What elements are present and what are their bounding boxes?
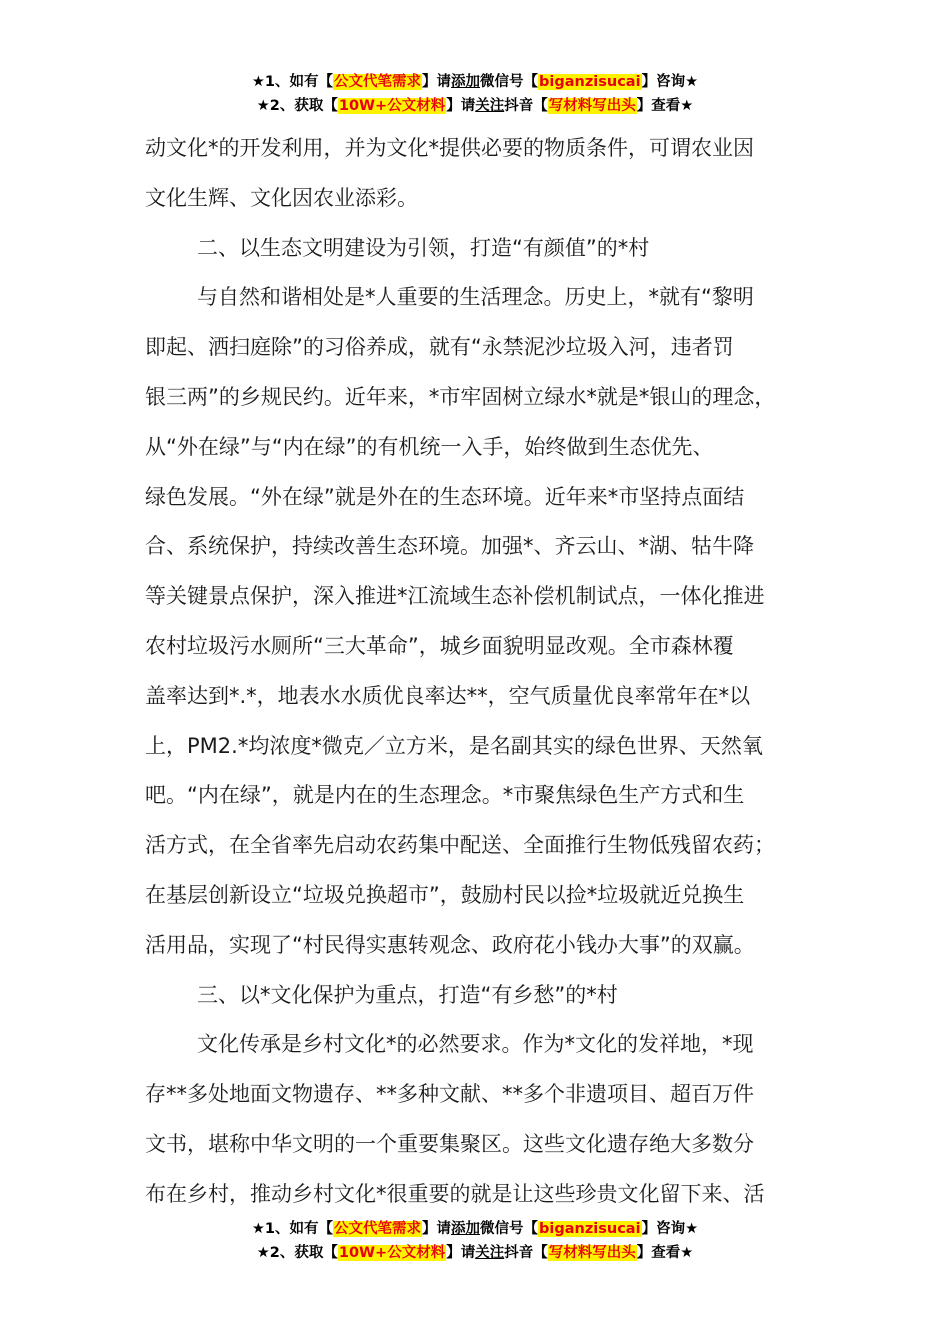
banner-text: 】咨询★ xyxy=(641,74,699,90)
highlight-text: biganzisucai xyxy=(539,74,641,90)
text-line: 活用品，实现了“村民得实惠转观念、政府花小钱办大事”的双赢。 xyxy=(145,932,755,957)
banner-text: 】请 xyxy=(446,98,476,114)
text-line: 绿色发展。“外在绿”就是外在的生态环境。近年来*市坚持点面结 xyxy=(145,484,745,509)
text-line: 从“外在绿”与“内在绿”的有机统一入手，始终做到生态优先、 xyxy=(145,434,714,459)
text-line: 农村垃圾污水厕所“三大革命”，城乡面貌明显改观。全市森林覆 xyxy=(145,633,734,658)
text-line: 盖率达到*.*，地表水水质优良率达**，空气质量优良率常年在*以 xyxy=(145,683,751,708)
highlight-text: biganzisucai xyxy=(539,1221,641,1237)
banner-text: ★1、如有【 xyxy=(251,1221,334,1237)
underlined-text: 添加 xyxy=(451,74,481,90)
text-line: 文书，堪称中华文明的一个重要集聚区。这些文化遗存绝大多数分 xyxy=(145,1131,754,1156)
text-line: 布在乡村，推动乡村文化*很重要的就是让这些珍贵文化留下来、活 xyxy=(145,1181,765,1206)
text-line: 合、系统保护，持续改善生态环境。加强*、齐云山、*湖、牯牛降 xyxy=(145,534,754,559)
highlight-text: 10W+公文材料 xyxy=(338,98,446,114)
text-line: 活方式，在全省率先启动农药集中配送、全面推行生物低残留农药； xyxy=(145,833,775,858)
banner-text: 抖音【 xyxy=(504,98,548,114)
text-line: 即起、洒扫庭除”的习俗养成，就有“永禁泥沙垃圾入河，违者罚 xyxy=(145,335,734,360)
section-heading: 二、以生态文明建设为引领，打造“有颜值”的*村 xyxy=(197,235,650,260)
banner-text: 抖音【 xyxy=(504,1245,548,1261)
highlight-text: 公文代笔需求 xyxy=(334,1221,422,1237)
banner-line-2 xyxy=(0,1241,950,1265)
underlined-text: 关注 xyxy=(475,98,505,114)
banner-text: 】请 xyxy=(422,74,452,90)
underlined-text: 关注 xyxy=(475,1245,505,1261)
text-line: 银三两”的乡规民约。近年来，*市牢固树立绿水*就是*银山的理念， xyxy=(145,384,776,409)
banner-line-1 xyxy=(0,70,950,94)
banner-text: ★2、获取【 xyxy=(256,1245,338,1261)
highlight-text: 写材料写出头 xyxy=(548,98,636,114)
text-line: 吧。“内在绿”，就是内在的生态理念。*市聚焦绿色生产方式和生 xyxy=(145,783,745,808)
text-line: 上，PM2.*均浓度*微克／立方米，是名副其实的绿色世界、天然氧 xyxy=(145,733,763,758)
banner-text: 】请 xyxy=(422,1221,452,1237)
document-body xyxy=(145,124,825,1220)
banner-text: 】查看★ xyxy=(636,98,694,114)
banner-text: 微信号【 xyxy=(480,1221,539,1237)
text-line: 在基层创新设立“垃圾兑换超市”，鼓励村民以捡*垃圾就近兑换生 xyxy=(145,882,745,907)
banner-text: 】请 xyxy=(446,1245,476,1261)
banner-text: 】查看★ xyxy=(636,1245,694,1261)
banner-line-1 xyxy=(0,1217,950,1241)
text-line: 存**多处地面文物遗存、**多种文献、**多个非遗项目、超百万件 xyxy=(145,1082,754,1107)
banner-text: 】咨询★ xyxy=(641,1221,699,1237)
banner-text: 微信号【 xyxy=(480,74,539,90)
text-line: 等关键景点保护，深入推进*江流域生态补偿机制试点，一体化推进 xyxy=(145,584,765,609)
banner-text: ★1、如有【 xyxy=(251,74,334,90)
highlight-text: 公文代笔需求 xyxy=(334,74,422,90)
text-line: 动文化*的开发利用，并为文化*提供必要的物质条件，可谓农业因 xyxy=(145,136,754,160)
section-heading: 三、以*文化保护为重点，打造“有乡愁”的*村 xyxy=(197,982,618,1007)
text-line: 文化生辉、文化因农业添彩。 xyxy=(145,185,418,210)
highlight-text: 10W+公文材料 xyxy=(338,1245,446,1261)
text-line: 与自然和谐相处是*人重要的生活理念。历史上，*就有“黎明 xyxy=(197,285,754,310)
header-banner xyxy=(0,70,950,118)
banner-text: ★2、获取【 xyxy=(256,98,338,114)
banner-line-2 xyxy=(0,94,950,118)
footer-banner xyxy=(0,1217,950,1265)
text-line: 文化传承是乡村文化*的必然要求。作为*文化的发祥地，*现 xyxy=(197,1032,754,1057)
highlight-text: 写材料写出头 xyxy=(548,1245,636,1261)
underlined-text: 添加 xyxy=(451,1221,481,1237)
